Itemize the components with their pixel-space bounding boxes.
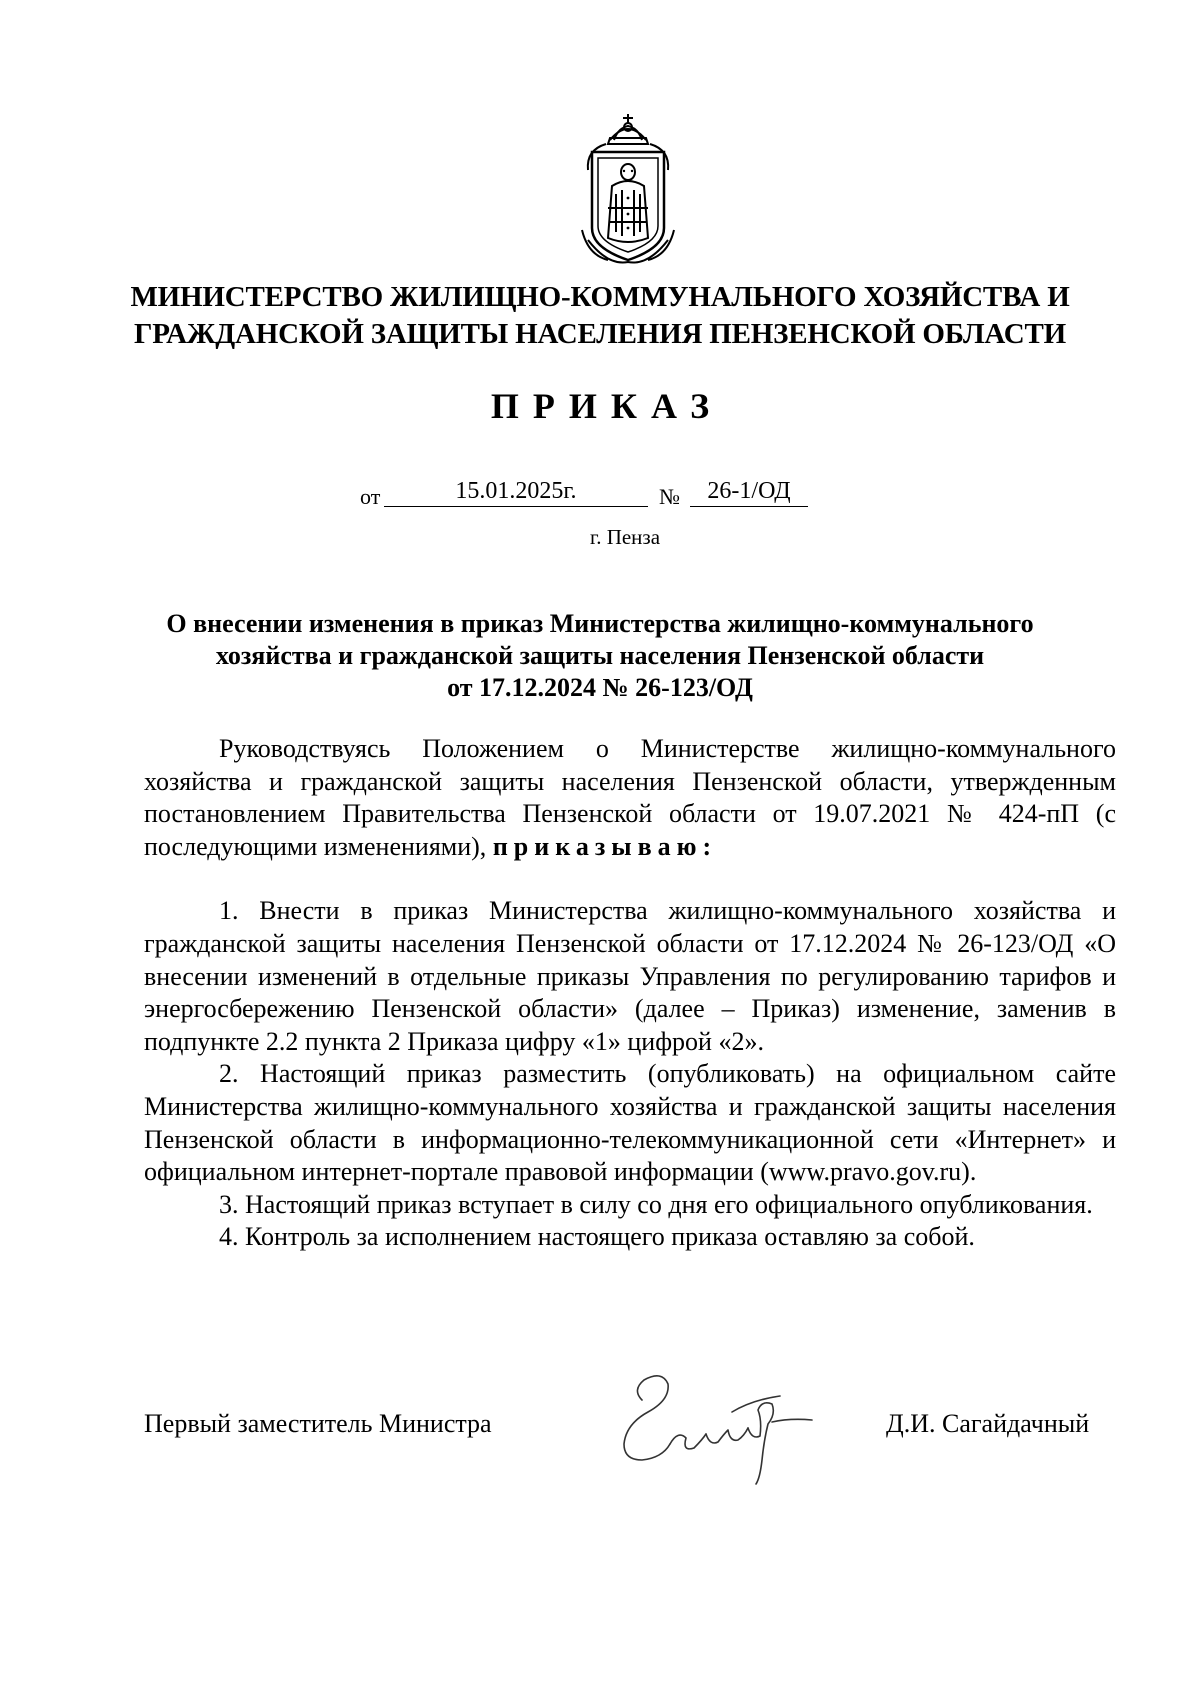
order-item-3: 3. Настоящий приказ вступает в силу со дня его официального опубликования. — [219, 1189, 1093, 1219]
subject-line2: хозяйства и гражданской защиты населения Пензенской области — [215, 641, 985, 670]
order-word: приказываю: — [492, 831, 718, 861]
document-subject — [120, 608, 1080, 704]
ministry-name — [100, 279, 1100, 353]
document-type-heading: ПРИКАЗ — [490, 386, 724, 426]
date-field: 15.01.2025г. — [384, 478, 648, 507]
coat-of-arms-icon — [568, 110, 688, 270]
preamble-text: Руководствуясь Положением о Министерстве жилищно-коммунального хозяйства и гражданской защиты населения Пензенской области, утвержденным постановлением Правительства Пензенской области от 19.07.2021 № 424-пП (с последующими изменениями), — [144, 734, 1116, 861]
subject-line1: О внесении изменения в приказ Министерства жилищно-коммунального — [166, 609, 1034, 638]
number-label: № — [659, 484, 680, 509]
document-body — [144, 733, 1116, 1254]
date-label: от — [360, 484, 381, 509]
document-details-row — [0, 478, 1200, 508]
subject-line3: от 17.12.2024 № 26-123/ОД — [447, 673, 753, 702]
ministry-name-line2: ГРАЖДАНСКОЙ ЗАЩИТЫ НАСЕЛЕНИЯ ПЕНЗЕНСКОЙ ОБЛАСТИ — [134, 318, 1066, 350]
number-field: 26-1/ОД — [690, 478, 808, 507]
ministry-name-line1: МИНИСТЕРСТВО ЖИЛИЩНО-КОММУНАЛЬНОГО ХОЗЯЙСТВА И — [130, 281, 1070, 313]
order-item-1: 1. Внести в приказ Министерства жилищно-коммунального хозяйства и гражданской защиты населения Пензенской области от 17.12.2024 № 26-123/ОД «О внесении изменений в отдельные приказы Управления по регулированию тарифов и энергосбережению Пензенской области» (далее – Приказ) изменение, заменив в подпункте 2.2 пункта 2 Приказа цифру «1» цифрой «2». — [144, 896, 1116, 1056]
order-item-4: 4. Контроль за исполнением настоящего приказа оставляю за собой. — [219, 1222, 975, 1252]
handwritten-signature — [612, 1360, 840, 1490]
signer-position: Первый заместитель Министра — [144, 1409, 492, 1438]
preamble-paragraph — [144, 733, 1116, 863]
city-label: г. Пенза — [589, 525, 661, 549]
signer-name: Д.И. Сагайдачный — [886, 1409, 1090, 1438]
order-item-2: 2. Настоящий приказ разместить (опубликовать) на официальном сайте Министерства жилищно-коммунального хозяйства и гражданской защиты населения Пензенской области в информационно-телекоммуникационной сети «Интернет» и официальном интернет-портале правовой информации (www.pravo.gov.ru). — [144, 1059, 1116, 1187]
